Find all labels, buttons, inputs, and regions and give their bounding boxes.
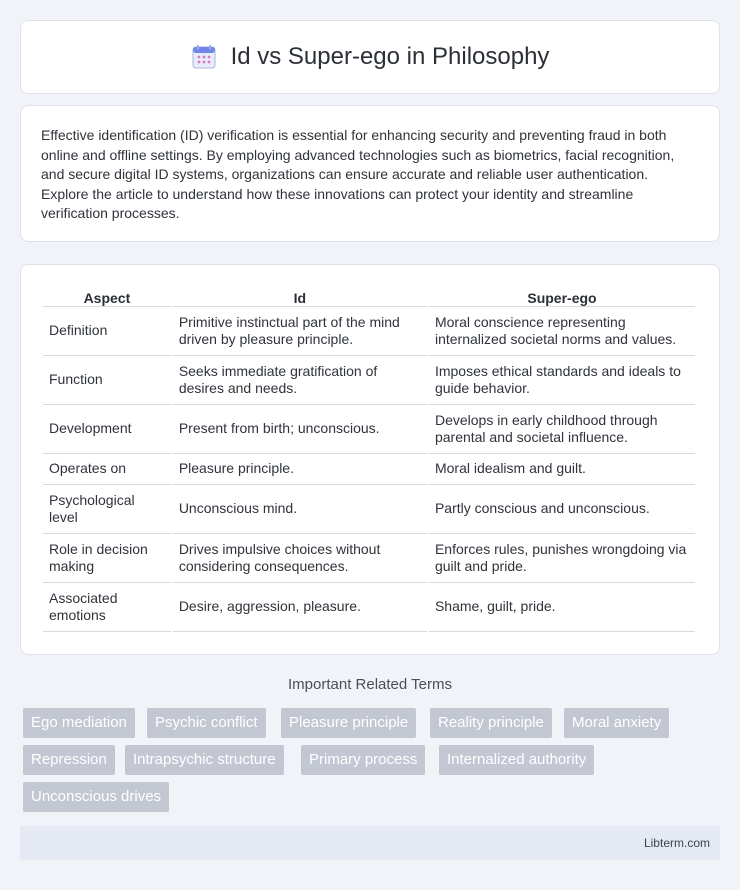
table-cell: Associated emotions	[43, 583, 171, 632]
table-cell: Unconscious mind.	[173, 485, 427, 534]
table-cell: Present from birth; unconscious.	[173, 405, 427, 454]
footer	[20, 826, 720, 860]
table-row	[43, 534, 695, 583]
table-cell: Shame, guilt, pride.	[429, 583, 695, 632]
table-cell: Partly conscious and unconscious.	[429, 485, 695, 534]
table-row	[43, 356, 695, 405]
table-cell: Pleasure principle.	[173, 454, 427, 485]
intro-paragraph: Effective identification (ID) verification is essential for enhancing security and preventing fraud in both online and offline settings. By employing advanced technologies such as biometrics, facial recognition, and secure digital ID systems, organizations can ensure accurate and reliable user authentication. Explore the article to understand how these innovations can protect your identity and streamline verification processes.	[41, 127, 675, 221]
comparison-table-card	[20, 264, 720, 655]
table-cell: Primitive instinctual part of the mind driven by pleasure principle.	[173, 307, 427, 356]
tag-repression[interactable]: Repression	[23, 745, 115, 775]
table-cell: Moral idealism and guilt.	[429, 454, 695, 485]
column-header-id: Id	[173, 287, 427, 307]
tag-primary-process[interactable]: Primary process	[301, 745, 425, 775]
column-header-aspect: Aspect	[43, 287, 171, 307]
table-cell: Develops in early childhood through parental and societal influence.	[429, 405, 695, 454]
table-row	[43, 307, 695, 356]
table-cell: Moral conscience representing internalized societal norms and values.	[429, 307, 695, 356]
header-card	[20, 20, 720, 94]
tag-reality-principle[interactable]: Reality principle	[430, 708, 552, 738]
comparison-table	[41, 287, 697, 632]
tag-ego-mediation[interactable]: Ego mediation	[23, 708, 135, 738]
tag-psychic-conflict[interactable]: Psychic conflict	[147, 708, 266, 738]
table-row	[43, 454, 695, 485]
table-row	[43, 485, 695, 534]
table-cell: Imposes ethical standards and ideals to guide behavior.	[429, 356, 695, 405]
table-cell: Psychological level	[43, 485, 171, 534]
column-header-super-ego: Super-ego	[429, 287, 695, 307]
table-cell: Function	[43, 356, 171, 405]
tag-unconscious-drives[interactable]: Unconscious drives	[23, 782, 169, 812]
table-cell: Operates on	[43, 454, 171, 485]
header-inner	[191, 43, 550, 71]
tag-moral-anxiety[interactable]: Moral anxiety	[564, 708, 669, 738]
intro-card	[20, 105, 720, 242]
tag-intrapsychic-structure[interactable]: Intrapsychic structure	[125, 745, 284, 775]
calendar-icon	[191, 44, 217, 70]
table-cell: Role in decision making	[43, 534, 171, 583]
table-cell: Development	[43, 405, 171, 454]
table-cell: Desire, aggression, pleasure.	[173, 583, 427, 632]
table-cell: Enforces rules, punishes wrongdoing via guilt and pride.	[429, 534, 695, 583]
related-terms-title: Important Related Terms	[288, 676, 452, 693]
table-row	[43, 583, 695, 632]
footer-site-link[interactable]: Libterm.com	[643, 836, 710, 850]
table-header-row	[43, 287, 695, 307]
table-cell: Drives impulsive choices without considering consequences.	[173, 534, 427, 583]
tag-pleasure-principle[interactable]: Pleasure principle	[281, 708, 416, 738]
table-cell: Seeks immediate gratification of desires and needs.	[173, 356, 427, 405]
tag-internalized-authority[interactable]: Internalized authority	[439, 745, 594, 775]
table-cell: Definition	[43, 307, 171, 356]
page-title: Id vs Super-ego in Philosophy	[230, 43, 550, 70]
table-row	[43, 405, 695, 454]
